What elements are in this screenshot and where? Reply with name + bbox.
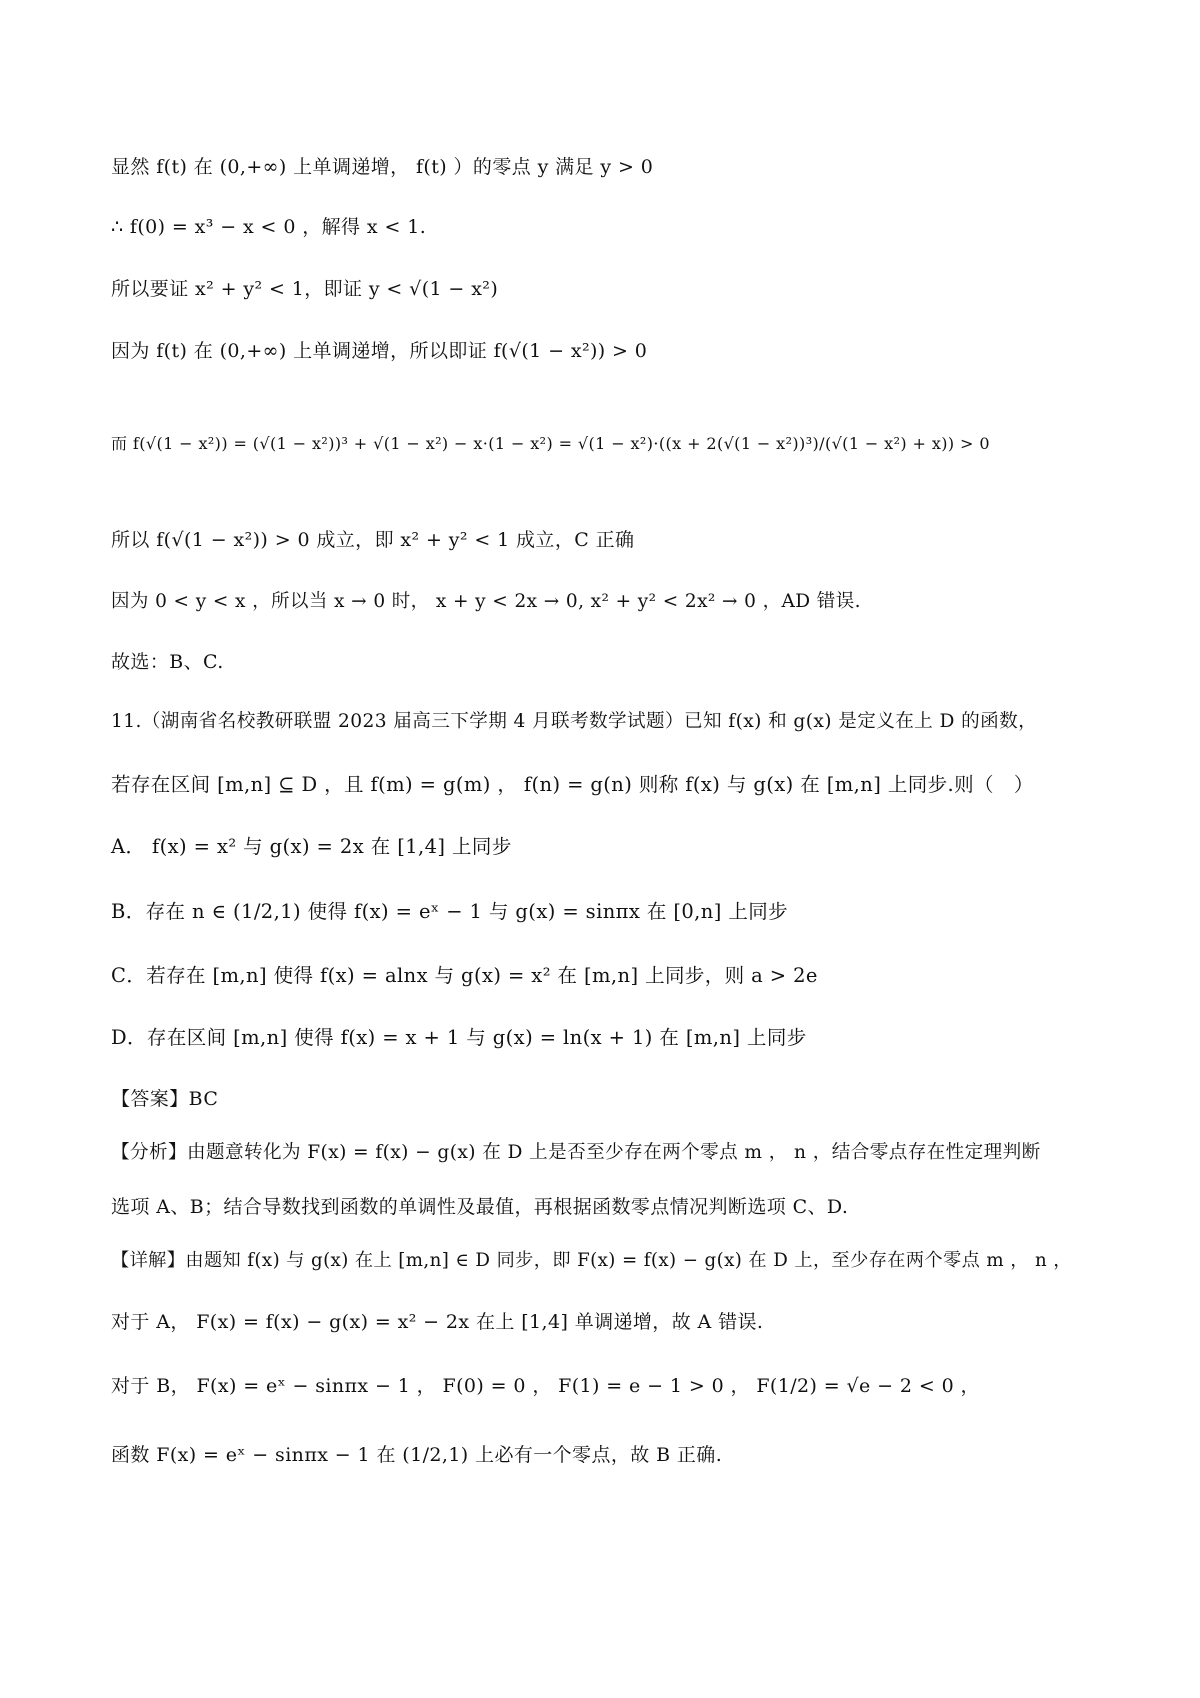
option-b: B．存在 n ∈ (1/2,1) 使得 f(x) = eˣ − 1 与 g(x) = sinπx 在 [0,n] 上同步 xyxy=(111,900,789,923)
text-line-4: 因为 f(t) 在 (0,+∞) 上单调递增，所以即证 f(√(1 − x²)) > 0 xyxy=(111,340,648,362)
text-line-8: 故选：B、C. xyxy=(111,651,224,673)
text-line-3: 所以要证 x² + y² < 1，即证 y < √(1 − x²) xyxy=(111,278,499,300)
option-a: A． f(x) = x² 与 g(x) = 2x 在 [1,4] 上同步 xyxy=(111,835,512,858)
analysis-line-2: 选项 A、B；结合导数找到函数的单调性及最值，再根据函数零点情况判断选项 C、D. xyxy=(111,1196,849,1218)
detail-line-4: 函数 F(x) = eˣ − sinπx − 1 在 (1/2,1) 上必有一个零点，故 B 正确. xyxy=(111,1444,723,1466)
question-11-stem-1: 11.（湖南省名校教研联盟 2023 届高三下学期 4 月联考数学试题）已知 f(x) 和 g(x) 是定义在上 D 的函数， xyxy=(111,711,1038,732)
option-c: C．若存在 [m,n] 使得 f(x) = alnx 与 g(x) = x² 在 [m,n] 上同步，则 a > 2e xyxy=(111,964,818,987)
detail-line-2: 对于 A， F(x) = f(x) − g(x) = x² − 2x 在上 [1,4] 单调递增，故 A 错误. xyxy=(111,1311,764,1333)
text-line-6: 所以 f(√(1 − x²)) > 0 成立，即 x² + y² < 1 成立，C 正确 xyxy=(111,529,635,551)
analysis-line-1: 【分析】由题意转化为 F(x) = f(x) − g(x) 在 D 上是否至少存在两个零点 m ， n ，结合零点存在性定理判断 xyxy=(111,1142,1041,1163)
option-d: D．存在区间 [m,n] 使得 f(x) = x + 1 与 g(x) = ln(x + 1) 在 [m,n] 上同步 xyxy=(111,1026,807,1049)
text-line-1: 显然 f(t) 在 (0,+∞) 上单调递增， f(t) ）的零点 y 满足 y > 0 xyxy=(111,156,654,178)
text-line-5-equation: 而 f(√(1 − x²)) = (√(1 − x²))³ + √(1 − x²) − x·(1 − x²) = √(1 − x²)·((x + 2(√(1 − x²))³)/(√(1 − x²) + x)) > 0 xyxy=(111,434,990,453)
detail-line-1: 【详解】由题知 f(x) 与 g(x) 在上 [m,n] ∈ D 同步，即 F(x) = f(x) − g(x) 在 D 上，至少存在两个零点 m ， n ， xyxy=(111,1250,1072,1271)
detail-line-3: 对于 B， F(x) = eˣ − sinπx − 1 ， F(0) = 0 ， F(1) = e − 1 > 0 ， F(1/2) = √e − 2 < 0 ， xyxy=(111,1375,980,1397)
answer-line: 【答案】BC xyxy=(111,1088,219,1110)
text-line-7: 因为 0 < y < x ，所以当 x → 0 时， x + y < 2x → 0, x² + y² < 2x² → 0 ，AD 错误. xyxy=(111,591,861,612)
text-line-2: ∴ f(0) = x³ − x < 0 ，解得 x < 1. xyxy=(111,216,427,238)
question-11-stem-2: 若存在区间 [m,n] ⊆ D ，且 f(m) = g(m) ， f(n) = g(n) 则称 f(x) 与 g(x) 在 [m,n] 上同步.则（ ） xyxy=(111,773,1034,796)
